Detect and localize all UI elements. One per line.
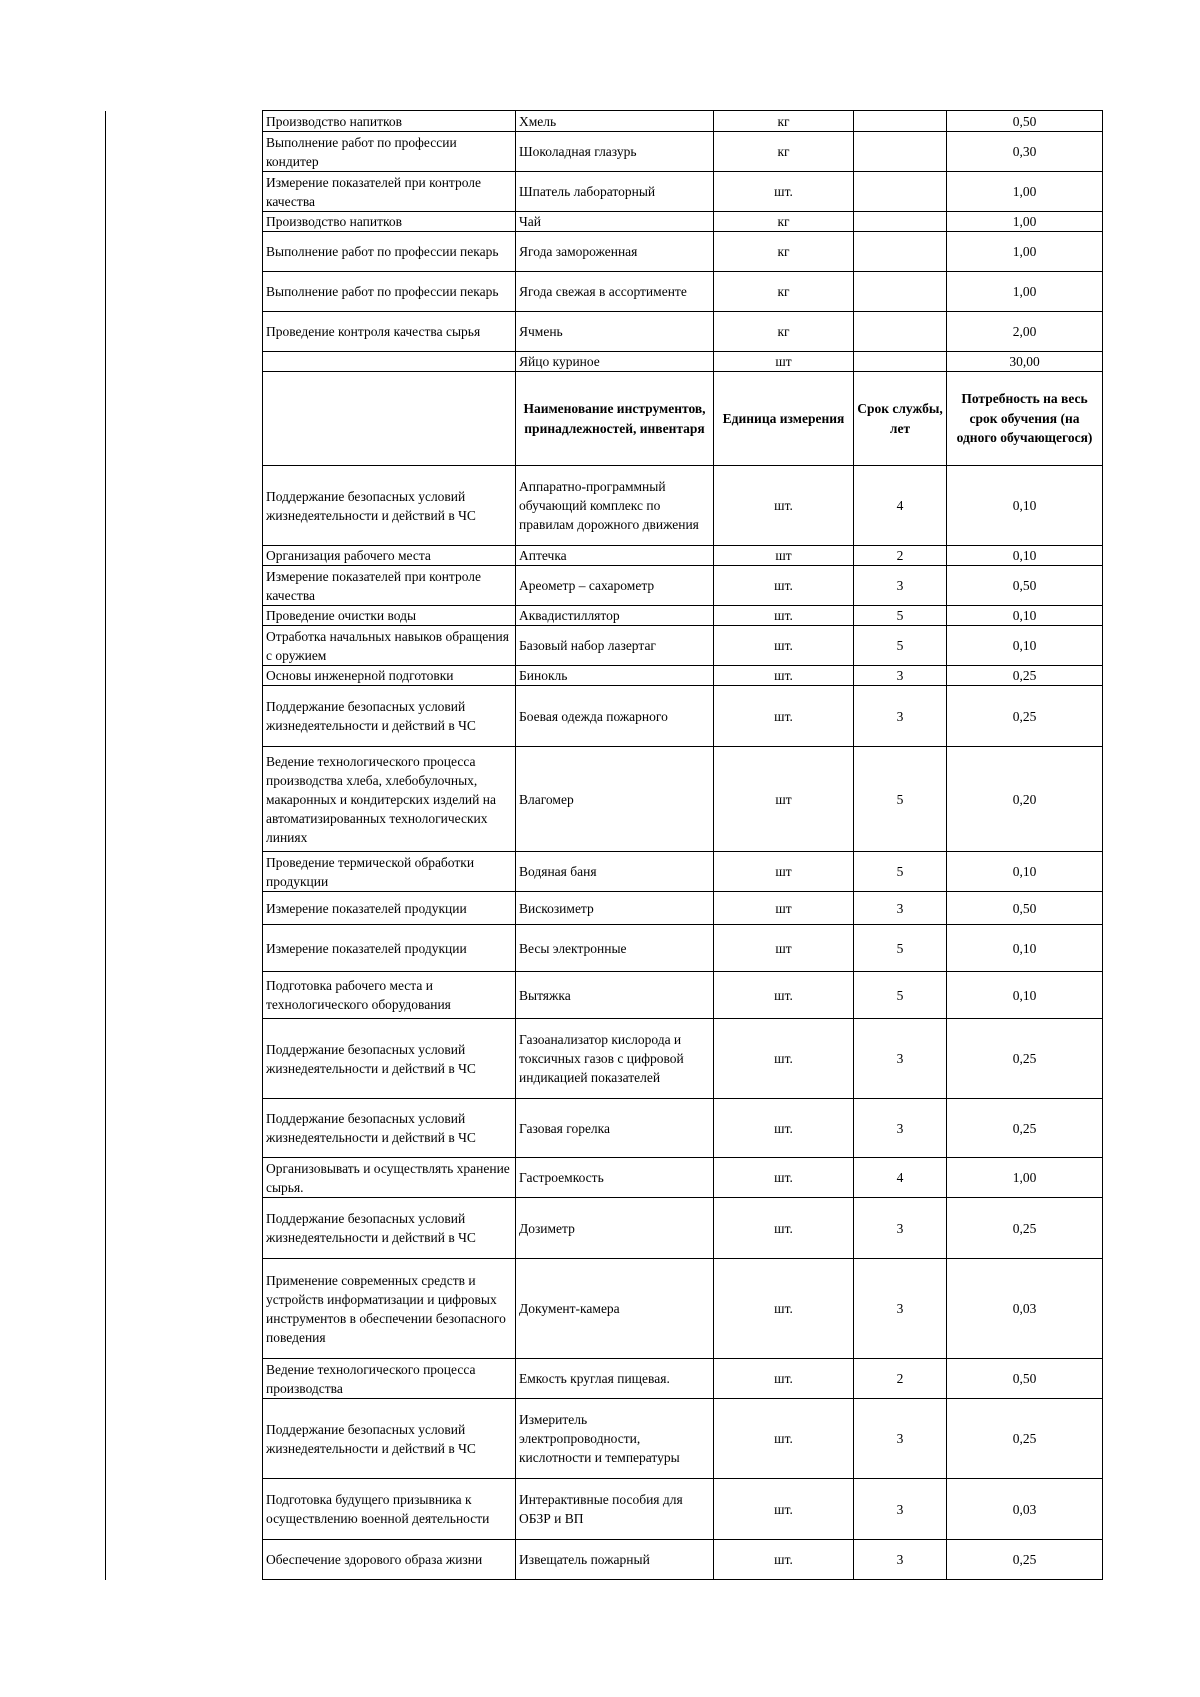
header-need: Потребность на весь срок обучения (на одного обучающегося) xyxy=(947,372,1103,466)
unit-cell: шт. xyxy=(714,666,854,686)
table-row xyxy=(106,312,1103,352)
blank-cell xyxy=(106,666,263,686)
need-cell: 1,00 xyxy=(947,212,1103,232)
tools-header-row xyxy=(106,372,1103,466)
table-row xyxy=(106,1359,1103,1399)
table-row xyxy=(106,1158,1103,1198)
table-row xyxy=(106,1019,1103,1099)
item-cell: Вытяжка xyxy=(516,972,714,1019)
need-cell: 0,50 xyxy=(947,892,1103,925)
life-cell xyxy=(854,312,947,352)
life-cell xyxy=(854,172,947,212)
blank-cell xyxy=(106,1399,263,1479)
tools-header-section xyxy=(106,372,1103,466)
table-row xyxy=(106,132,1103,172)
table-row xyxy=(106,466,1103,546)
activity-cell: Организовывать и осуществлять хранение сырья. xyxy=(263,1158,516,1198)
unit-cell: кг xyxy=(714,232,854,272)
activity-cell: Измерение показателей при контроле качества xyxy=(263,566,516,606)
need-cell: 0,20 xyxy=(947,747,1103,852)
table-row xyxy=(106,606,1103,626)
blank-cell xyxy=(106,132,263,172)
blank-cell xyxy=(106,312,263,352)
unit-cell: шт xyxy=(714,852,854,892)
blank-cell xyxy=(106,1019,263,1099)
blank-cell xyxy=(106,1198,263,1259)
life-cell: 3 xyxy=(854,1479,947,1540)
blank-cell xyxy=(106,232,263,272)
unit-cell: шт. xyxy=(714,1479,854,1540)
item-cell: Яйцо куриное xyxy=(516,352,714,372)
unit-cell: шт. xyxy=(714,172,854,212)
blank-cell xyxy=(106,1158,263,1198)
life-cell: 3 xyxy=(854,1099,947,1158)
header-unit: Единица измерения xyxy=(714,372,854,466)
need-cell: 30,00 xyxy=(947,352,1103,372)
need-cell: 0,25 xyxy=(947,1099,1103,1158)
need-cell: 0,03 xyxy=(947,1259,1103,1359)
tools-section xyxy=(106,466,1103,1580)
need-cell: 0,03 xyxy=(947,1479,1103,1540)
life-cell: 3 xyxy=(854,666,947,686)
item-cell: Документ-камера xyxy=(516,1259,714,1359)
item-cell: Шоколадная глазурь xyxy=(516,132,714,172)
table-row xyxy=(106,925,1103,972)
table-row xyxy=(106,892,1103,925)
item-cell: Шпатель лабораторный xyxy=(516,172,714,212)
life-cell: 2 xyxy=(854,1359,947,1399)
blank-cell xyxy=(106,111,263,132)
need-cell: 0,25 xyxy=(947,1399,1103,1479)
table-row xyxy=(106,1399,1103,1479)
life-cell: 5 xyxy=(854,747,947,852)
unit-cell: шт. xyxy=(714,466,854,546)
activity-cell: Производство напитков xyxy=(263,212,516,232)
activity-cell: Поддержание безопасных условий жизнедеятельности и действий в ЧС xyxy=(263,1198,516,1259)
blank-cell xyxy=(106,212,263,232)
need-cell: 1,00 xyxy=(947,172,1103,212)
life-cell: 3 xyxy=(854,686,947,747)
unit-cell: шт xyxy=(714,892,854,925)
need-cell: 0,30 xyxy=(947,132,1103,172)
need-cell: 1,00 xyxy=(947,272,1103,312)
life-cell: 5 xyxy=(854,606,947,626)
unit-cell: шт. xyxy=(714,566,854,606)
activity-cell: Отработка начальных навыков обращения с оружием xyxy=(263,626,516,666)
unit-cell: шт. xyxy=(714,1198,854,1259)
table-row xyxy=(106,1479,1103,1540)
life-cell: 4 xyxy=(854,466,947,546)
unit-cell: шт. xyxy=(714,1259,854,1359)
life-cell: 3 xyxy=(854,1259,947,1359)
blank-cell xyxy=(106,1359,263,1399)
activity-cell xyxy=(263,352,516,372)
activity-cell: Ведение технологического процесса производства хлеба, хлебобулочных, макаронных и кондитерских изделий на автоматизированных технологических линиях xyxy=(263,747,516,852)
life-cell xyxy=(854,132,947,172)
item-cell: Боевая одежда пожарного xyxy=(516,686,714,747)
item-cell: Дозиметр xyxy=(516,1198,714,1259)
blank-cell xyxy=(106,972,263,1019)
need-cell: 0,25 xyxy=(947,1198,1103,1259)
activity-cell: Проведение очистки воды xyxy=(263,606,516,626)
life-cell: 3 xyxy=(854,566,947,606)
header-life: Срок службы, лет xyxy=(854,372,947,466)
life-cell: 5 xyxy=(854,626,947,666)
item-cell: Чай xyxy=(516,212,714,232)
need-cell: 0,10 xyxy=(947,852,1103,892)
life-cell: 3 xyxy=(854,1540,947,1580)
item-cell: Влагомер xyxy=(516,747,714,852)
item-cell: Гастроемкость xyxy=(516,1158,714,1198)
need-cell: 0,25 xyxy=(947,666,1103,686)
activity-cell: Поддержание безопасных условий жизнедеятельности и действий в ЧС xyxy=(263,1019,516,1099)
life-cell: 4 xyxy=(854,1158,947,1198)
table-row xyxy=(106,1259,1103,1359)
table-row xyxy=(106,352,1103,372)
unit-cell: шт. xyxy=(714,972,854,1019)
table-row xyxy=(106,747,1103,852)
unit-cell: шт xyxy=(714,546,854,566)
activity-cell: Выполнение работ по профессии пекарь xyxy=(263,272,516,312)
blank-cell xyxy=(106,272,263,312)
unit-cell: кг xyxy=(714,132,854,172)
need-cell: 2,00 xyxy=(947,312,1103,352)
item-cell: Аквадистиллятор xyxy=(516,606,714,626)
item-cell: Газовая горелка xyxy=(516,1099,714,1158)
item-cell: Газоанализатор кислорода и токсичных газов с цифровой индикацией показателей xyxy=(516,1019,714,1099)
table-row xyxy=(106,972,1103,1019)
activity-cell: Поддержание безопасных условий жизнедеятельности и действий в ЧС xyxy=(263,1099,516,1158)
life-cell: 5 xyxy=(854,925,947,972)
activity-cell: Поддержание безопасных условий жизнедеятельности и действий в ЧС xyxy=(263,466,516,546)
item-cell: Емкость круглая пищевая. xyxy=(516,1359,714,1399)
item-cell: Ареометр – сахарометр xyxy=(516,566,714,606)
life-cell: 3 xyxy=(854,1019,947,1099)
table-row xyxy=(106,1540,1103,1580)
activity-cell: Проведение контроля качества сырья xyxy=(263,312,516,352)
need-cell: 0,10 xyxy=(947,606,1103,626)
blank-cell xyxy=(106,626,263,666)
materials-section xyxy=(106,111,1103,372)
table-row xyxy=(106,1198,1103,1259)
activity-cell: Проведение термической обработки продукции xyxy=(263,852,516,892)
need-cell: 1,00 xyxy=(947,232,1103,272)
life-cell xyxy=(854,212,947,232)
activity-cell: Измерение показателей продукции xyxy=(263,925,516,972)
activity-cell: Применение современных средств и устройств информатизации и цифровых инструментов в обеспечении безопасного поведения xyxy=(263,1259,516,1359)
unit-cell: шт. xyxy=(714,1399,854,1479)
table-row xyxy=(106,272,1103,312)
unit-cell: кг xyxy=(714,312,854,352)
item-cell: Ягода свежая в ассортименте xyxy=(516,272,714,312)
unit-cell: шт xyxy=(714,352,854,372)
life-cell: 3 xyxy=(854,1198,947,1259)
life-cell xyxy=(854,111,947,132)
blank-cell xyxy=(106,466,263,546)
need-cell: 0,10 xyxy=(947,626,1103,666)
activity-cell: Измерение показателей продукции xyxy=(263,892,516,925)
item-cell: Хмель xyxy=(516,111,714,132)
need-cell: 0,10 xyxy=(947,466,1103,546)
need-cell: 0,50 xyxy=(947,1359,1103,1399)
item-cell: Бинокль xyxy=(516,666,714,686)
blank-cell xyxy=(106,1259,263,1359)
blank-cell xyxy=(106,546,263,566)
life-cell xyxy=(854,272,947,312)
blank-cell xyxy=(106,686,263,747)
header-item: Наименование инструментов, принадлежностей, инвентаря xyxy=(516,372,714,466)
life-cell: 3 xyxy=(854,892,947,925)
unit-cell: шт xyxy=(714,925,854,972)
item-cell: Ягода замороженная xyxy=(516,232,714,272)
activity-cell: Измерение показателей при контроле качества xyxy=(263,172,516,212)
unit-cell: шт. xyxy=(714,1099,854,1158)
item-cell: Базовый набор лазертаг xyxy=(516,626,714,666)
activity-cell: Выполнение работ по профессии кондитер xyxy=(263,132,516,172)
blank-cell xyxy=(106,892,263,925)
unit-cell: кг xyxy=(714,272,854,312)
item-cell: Измеритель электропроводности, кислотности и температуры xyxy=(516,1399,714,1479)
unit-cell: шт. xyxy=(714,1158,854,1198)
activity-cell: Обеспечение здорового образа жизни xyxy=(263,1540,516,1580)
blank-cell xyxy=(106,1099,263,1158)
need-cell: 1,00 xyxy=(947,1158,1103,1198)
need-cell: 0,50 xyxy=(947,566,1103,606)
activity-cell: Поддержание безопасных условий жизнедеятельности и действий в ЧС xyxy=(263,1399,516,1479)
unit-cell: шт. xyxy=(714,626,854,666)
table-row xyxy=(106,686,1103,747)
table-row xyxy=(106,232,1103,272)
item-cell: Ячмень xyxy=(516,312,714,352)
unit-cell: шт xyxy=(714,747,854,852)
blank-cell xyxy=(106,747,263,852)
need-cell: 0,10 xyxy=(947,925,1103,972)
activity-cell: Подготовка будущего призывника к осуществлению военной деятельности xyxy=(263,1479,516,1540)
need-cell: 0,25 xyxy=(947,1019,1103,1099)
item-cell: Весы электронные xyxy=(516,925,714,972)
table-row xyxy=(106,566,1103,606)
life-cell: 3 xyxy=(854,1399,947,1479)
blank-cell xyxy=(106,1540,263,1580)
unit-cell: шт. xyxy=(714,606,854,626)
blank-cell xyxy=(106,372,263,466)
blank-cell xyxy=(106,1479,263,1540)
item-cell: Водяная баня xyxy=(516,852,714,892)
item-cell: Вискозиметр xyxy=(516,892,714,925)
life-cell xyxy=(854,352,947,372)
header-activity-cell xyxy=(263,372,516,466)
activity-cell: Основы инженерной подготовки xyxy=(263,666,516,686)
unit-cell: шт. xyxy=(714,1540,854,1580)
need-cell: 0,25 xyxy=(947,1540,1103,1580)
table-row xyxy=(106,212,1103,232)
item-cell: Извещатель пожарный xyxy=(516,1540,714,1580)
blank-cell xyxy=(106,852,263,892)
blank-cell xyxy=(106,172,263,212)
activity-cell: Подготовка рабочего места и технологического оборудования xyxy=(263,972,516,1019)
blank-cell xyxy=(106,925,263,972)
need-cell: 0,10 xyxy=(947,972,1103,1019)
table-row xyxy=(106,852,1103,892)
table-row xyxy=(106,666,1103,686)
activity-cell: Производство напитков xyxy=(263,111,516,132)
unit-cell: шт. xyxy=(714,1019,854,1099)
item-cell: Интерактивные пособия для ОБЗР и ВП xyxy=(516,1479,714,1540)
life-cell: 5 xyxy=(854,852,947,892)
unit-cell: шт. xyxy=(714,686,854,747)
requirements-table xyxy=(105,110,1103,1580)
blank-cell xyxy=(106,566,263,606)
need-cell: 0,25 xyxy=(947,686,1103,747)
item-cell: Аппаратно-программный обучающий комплекс по правилам дорожного движения xyxy=(516,466,714,546)
unit-cell: кг xyxy=(714,111,854,132)
life-cell xyxy=(854,232,947,272)
table-row xyxy=(106,1099,1103,1158)
table-row xyxy=(106,111,1103,132)
life-cell: 5 xyxy=(854,972,947,1019)
table-row xyxy=(106,626,1103,666)
unit-cell: кг xyxy=(714,212,854,232)
need-cell: 0,10 xyxy=(947,546,1103,566)
table-row xyxy=(106,546,1103,566)
unit-cell: шт. xyxy=(714,1359,854,1399)
activity-cell: Поддержание безопасных условий жизнедеятельности и действий в ЧС xyxy=(263,686,516,747)
table-row xyxy=(106,172,1103,212)
need-cell: 0,50 xyxy=(947,111,1103,132)
life-cell: 2 xyxy=(854,546,947,566)
item-cell: Аптечка xyxy=(516,546,714,566)
activity-cell: Ведение технологического процесса производства xyxy=(263,1359,516,1399)
activity-cell: Организация рабочего места xyxy=(263,546,516,566)
blank-cell xyxy=(106,352,263,372)
blank-cell xyxy=(106,606,263,626)
activity-cell: Выполнение работ по профессии пекарь xyxy=(263,232,516,272)
